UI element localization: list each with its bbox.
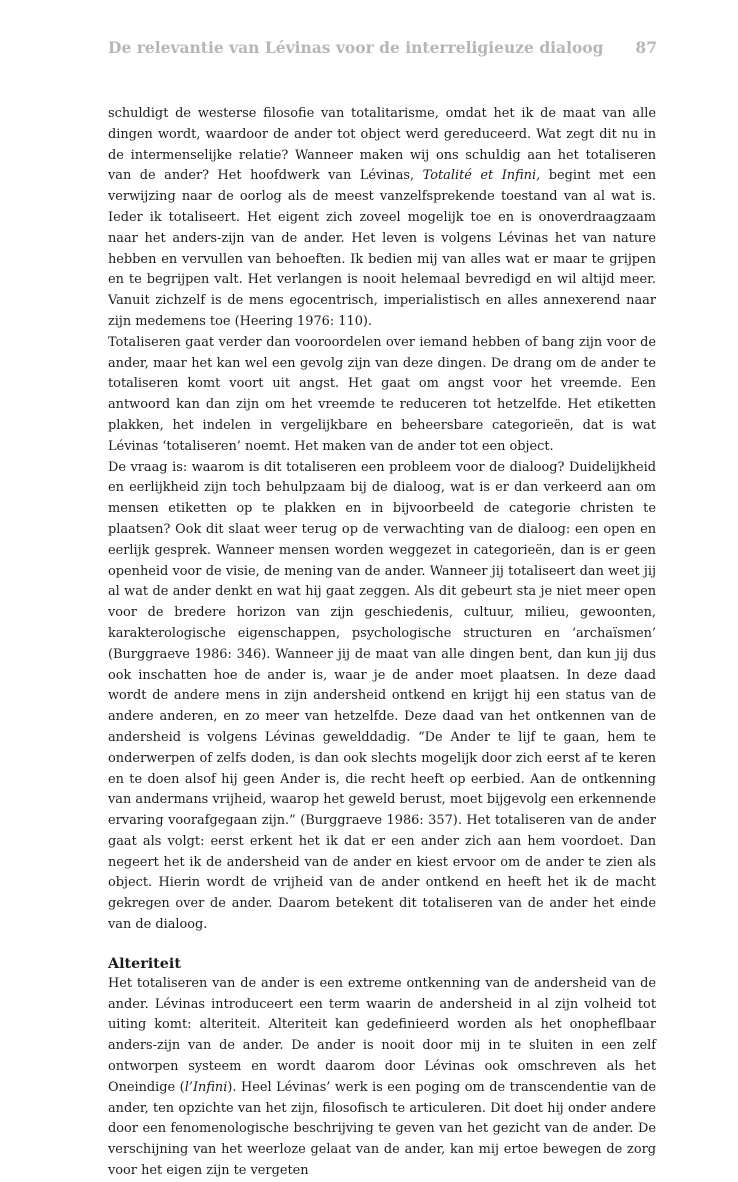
- running-title: De relevantie van Lévinas voor de interreligieuze dialoog: [108, 38, 604, 57]
- paragraph-4: [108, 974, 656, 1182]
- paragraph-1-text-a: schuldigt de westerse filosofie van totalitarisme, omdat het ik de maat van alle dingen wordt, waardoor de ander tot object werd gereduceerd. Wat zegt dit nu in de intermenselijke relatie? Wanneer maken wij ons schuldig aan het totaliseren van de ander? Het hoofdwerk van Lévinas,: [108, 106, 656, 184]
- page-number: 87: [635, 38, 657, 57]
- paragraph-3: De vraag is: waarom is dit totaliseren een probleem voor de dialoog? Duidelijkheid en eerlijkheid zijn toch behulpzaam bij de dialoog, wat is er dan verkeerd aan om mensen etiketten op te plakken en in bijvoorbeeld de categorie christen te plaatsen? Ook dit slaat weer terug op de verwachting van de dialoog: een open en eerlijk gesprek. Wanneer mensen worden weggezet in categorieën, dan is er geen openheid voor de visie, de mening van de ander. Wanneer jij totaliseert dan weet jij al wat de ander denkt en wat hij gaat zeggen. Als dit gebeurt sta je niet meer open voor de bredere horizon van zijn geschiedenis, cultuur, milieu, gewoonten, karakterologische eigenschappen, psychologische structuren en ‘archaïsmen’ (Burggraeve 1986: 346). Wanneer jij de maat van alle dingen bent, dan kun jij dus ook inschatten hoe de ander is, waar je de ander moet plaatsen. In deze daad wordt de andere mens in zijn andersheid ontkend en krijgt hij een status van de andere anderen, en zo meer van hetzelfde. Deze daad van het ontkennen van de andersheid is volgens Lévinas gewelddadig. “De Ander te lijf te gaan, hem te onderwerpen of zelfs doden, is dan ook slechts mogelijk door zich eerst af te keren en te doen alsof hij geen Ander is, die recht heeft op eerbied. Aan de ontkenning van andermans vrijheid, waarop het geweld berust, moet bijgevolg een erkennende ervaring voorafgegaan zijn.” (Burggraeve 1986: 357). Het totaliseren van de ander gaat als volgt: eerst erkent het ik dat er een ander zich aan hem voordoet. Dan negeert het ik de andersheid van de ander en kiest ervoor om de ander te zien als object. Hierin wordt de vrijheid van de ander ontkend en heeft het ik de macht gekregen over de ander. Daarom betekent dit totaliseren van de ander het einde van de dialoog.: [108, 459, 656, 933]
- paragraph-4-text-a: Het totaliseren van de ander is een extreme ontkenning van de andersheid van de ander. Lévinas introduceert een term waarin de andersheid in al zijn volheid tot uiting komt: alteriteit. Alteriteit kan gedefinieerd worden als het onopheﬂbaar anders-zijn van de ander. De ander is nooit door mij in te sluiten in een zelf ontworpen systeem en wordt daarom door Lévinas ook omschreven als het Oneindige (: [108, 975, 656, 1095]
- page-body: [108, 104, 656, 1182]
- running-header: [108, 38, 657, 57]
- paragraph-1-text-b: begint met een verwijzing naar de oorlog als de meest vanzelfsprekende toestand van al wat is. Ieder ik totaliseert. Het eigent zich zoveel mogelijk toe en is onoverdraagzaam naar het anders-zijn van de ander. Het leven is volgens Lévinas het van nature hebben en vervullen van behoeften. Ik bedien mij van alles wat er maar te grijpen en te begrijpen valt. Het verlangen is nooit helemaal bevredigd en wil altijd meer. Vanuit zichzelf is de mens egocentrisch, imperialistisch en alles annexerend naar zijn medemens toe (Heering 1976: 110).: [108, 168, 657, 329]
- paragraph-1: [108, 104, 656, 333]
- paragraph-4-text-b: ). Heel Lévinas’ werk is een poging om de transcendentie van de ander, ten opzichte van het zijn, filosofisch te articuleren. Dit doet hij onder andere door een fenomenologische beschrijving te geven van het gezicht van de ander. De verschijning van het weerloze gelaat van de ander, kan mij ertoe bewegen de zorg voor het eigen zijn te vergeten: [108, 1079, 656, 1179]
- paragraph-2: Totaliseren gaat verder dan vooroordelen over iemand hebben of bang zijn voor de ander, maar het kan wel een gevolg zijn van deze dingen. De drang om de ander te totaliseren komt voort uit angst. Het gaat om angst voor het vreemde. Een antwoord kan dan zijn om het vreemde te reduceren tot hetzelfde. Het etiketten plakken, het indelen in vergelijkbare en beheersbare categorieën, dat is wat Lévinas ‘totaliseren’ noemt. Het maken van de ander tot een object.: [108, 334, 656, 454]
- section-heading: Alteriteit: [108, 955, 181, 972]
- infini-italic: l’Infini: [184, 1079, 228, 1095]
- book-title-italic: Totalité et Infini,: [422, 168, 541, 184]
